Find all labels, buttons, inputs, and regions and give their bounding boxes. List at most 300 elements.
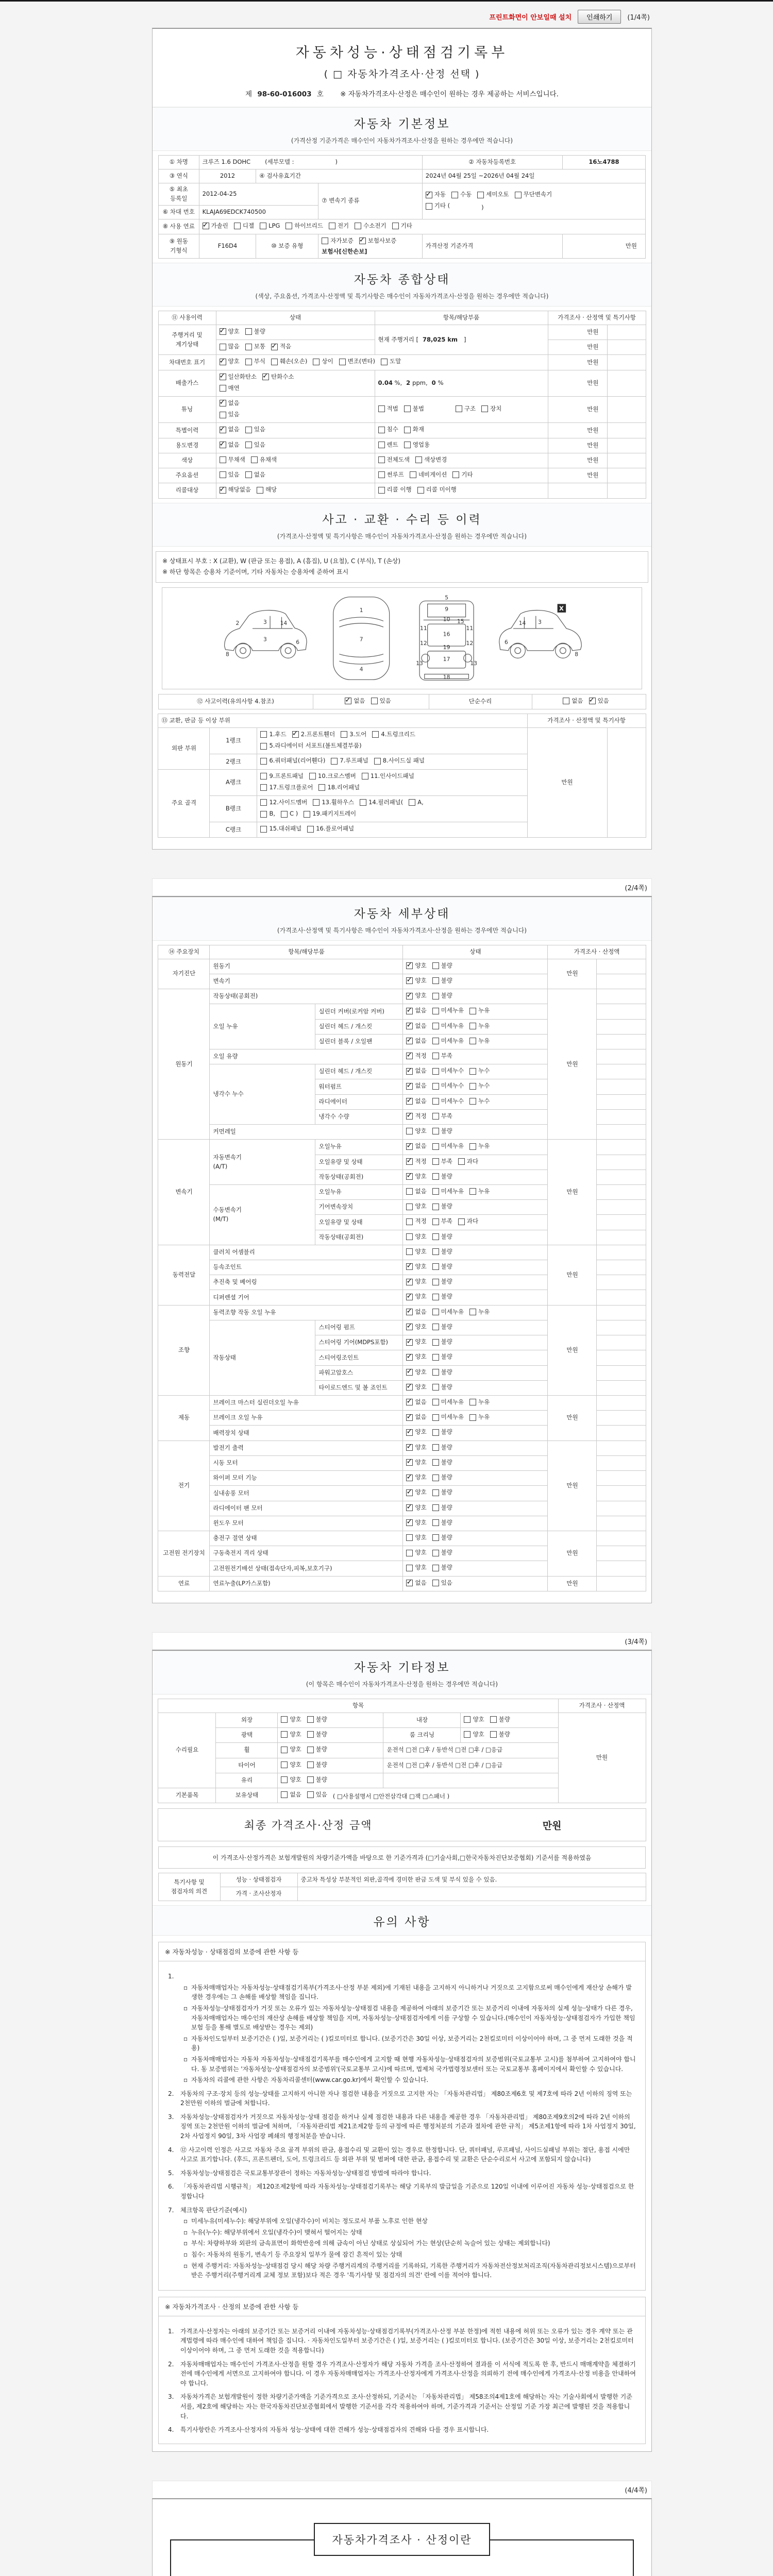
checkbox-unchecked[interactable]: 네비게이션 xyxy=(410,470,447,480)
section-detail-state xyxy=(153,897,651,941)
checkbox-unchecked[interactable]: 도말 xyxy=(381,357,401,366)
cell: 자동변속기 (A/T) xyxy=(210,1140,315,1185)
checkbox-unchecked[interactable]: 7.루프패널 xyxy=(331,756,368,766)
checkbox-unchecked[interactable]: 무채색 xyxy=(220,455,245,465)
notice-item: 5. 자동차성능·상태점검은 국토교통부장관이 정하는 자동차성능·상태점검 방법에 따라야 합니다. xyxy=(168,2169,431,2177)
checkbox-unchecked[interactable]: 미세누수 xyxy=(432,1066,464,1076)
checkbox-checked[interactable]: ✓ 양호 xyxy=(406,1277,426,1286)
checkbox-unchecked[interactable]: 누유 xyxy=(469,1006,490,1015)
checkbox-icon xyxy=(406,1098,413,1105)
checkbox-icon xyxy=(406,1459,413,1466)
svg-text:11: 11 xyxy=(466,624,474,632)
checkbox-checked[interactable]: ✓ 없음 xyxy=(406,1066,426,1076)
section-title: 유의 사항 xyxy=(373,1916,431,1929)
checkbox-icon xyxy=(406,1324,413,1330)
cell xyxy=(403,1320,548,1335)
checkbox-unchecked[interactable]: 변조(변타) xyxy=(339,357,375,366)
cell: 가격조사 · 산정액 및 특기사항 xyxy=(548,311,646,325)
checkbox-icon xyxy=(432,977,439,984)
cell xyxy=(403,1290,548,1305)
checkbox-unchecked[interactable]: 4.트렁크리드 xyxy=(372,730,415,739)
checkbox-unchecked[interactable]: 불량 xyxy=(432,1458,452,1467)
cell: 상태 xyxy=(216,311,375,325)
checkbox-unchecked[interactable]: 불량 xyxy=(432,1473,452,1482)
bullet-icon: ▫ xyxy=(183,2217,188,2225)
checkbox-unchecked[interactable]: 양호 xyxy=(464,1715,484,1724)
checkbox-unchecked[interactable]: 불량 xyxy=(307,1745,327,1754)
checkbox-unchecked[interactable]: 미세누수 xyxy=(432,1081,464,1091)
checkbox-unchecked[interactable]: 불량 xyxy=(432,1232,452,1242)
checkbox-icon xyxy=(220,359,226,365)
checkbox-unchecked[interactable]: 양호 xyxy=(406,1563,426,1572)
checkbox-unchecked[interactable]: 디젤 xyxy=(234,222,254,231)
checkbox-checked[interactable]: ✓ 양호 xyxy=(406,1458,426,1467)
checkbox-unchecked[interactable]: 양호 xyxy=(406,1533,426,1543)
checkbox-unchecked[interactable]: 미세누유 xyxy=(432,1142,464,1151)
checkbox-unchecked[interactable]: 있음 xyxy=(432,1579,452,1588)
cell xyxy=(403,1215,548,1230)
checkbox-checked[interactable]: ✓ 2.프론트휀더 xyxy=(292,730,335,739)
checkbox-unchecked[interactable]: 불량 xyxy=(307,1730,327,1739)
checkbox-unchecked[interactable]: 리콜 미이행 xyxy=(417,485,457,495)
checkbox-unchecked[interactable]: 불량 xyxy=(307,1760,327,1770)
checkbox-unchecked[interactable]: 부식 xyxy=(245,357,265,366)
checkbox-unchecked[interactable]: 5.라디에이터 서포트(볼트체결부품) xyxy=(260,741,361,751)
cell: 단순수리 xyxy=(429,694,532,709)
checkbox-unchecked[interactable]: 리콜 이행 xyxy=(378,485,412,495)
overall-state-table xyxy=(158,311,646,499)
checkbox-unchecked[interactable]: 불량 xyxy=(432,1292,452,1301)
checkbox-unchecked[interactable]: 불량 xyxy=(432,1428,452,1437)
checkbox-unchecked[interactable]: 불량 xyxy=(432,1247,452,1257)
checkbox-checked[interactable]: ✓ 양호 xyxy=(406,1292,426,1301)
checkbox-unchecked[interactable]: 적법 xyxy=(378,404,398,414)
checkbox-unchecked[interactable]: 기타 ( xyxy=(426,201,450,211)
checkbox-checked[interactable]: ✓ 양호 xyxy=(406,1352,426,1362)
checkbox-unchecked[interactable]: 19.패키지트레이 xyxy=(304,809,356,819)
checkbox-unchecked[interactable]: 해당 xyxy=(257,485,277,495)
checkbox-unchecked[interactable]: 불법 xyxy=(404,404,424,414)
checkbox-checked[interactable]: ✓ 양호 xyxy=(406,1428,426,1437)
exchange-marker-icon xyxy=(558,604,566,613)
checkbox-unchecked[interactable]: B, xyxy=(260,809,275,819)
checkbox-icon xyxy=(432,1083,439,1090)
cell: 자기진단 xyxy=(158,959,210,989)
checkbox-unchecked[interactable]: 썬루프 xyxy=(378,470,404,480)
checkbox-unchecked[interactable]: 양호 xyxy=(464,1730,484,1739)
checkbox-unchecked[interactable]: 세미오토 xyxy=(477,190,509,199)
cell: ⑫ 사고이력(유의사항 4.참조) xyxy=(158,694,313,709)
checkbox-unchecked[interactable]: 불량 xyxy=(307,1715,327,1724)
checkbox-unchecked[interactable]: 불량 xyxy=(432,1352,452,1362)
checkbox-unchecked[interactable]: 불량 xyxy=(432,1383,452,1392)
checkbox-unchecked[interactable]: 부족 xyxy=(432,1052,452,1061)
checkbox-unchecked[interactable]: 렌트 xyxy=(378,440,398,450)
checkbox-unchecked[interactable]: 전체도색 xyxy=(378,455,410,465)
checkbox-checked[interactable]: ✓ 양호 xyxy=(406,1518,426,1528)
checkbox-unchecked[interactable]: 없음 xyxy=(406,1187,426,1196)
checkbox-unchecked[interactable]: 미세누유 xyxy=(432,1037,464,1046)
checkbox-icon xyxy=(281,1747,288,1753)
cell: 가격조사 · 산정액 및 특기사항 xyxy=(527,714,646,727)
checkbox-unchecked[interactable]: 기타 xyxy=(392,222,412,231)
cell: 항목 xyxy=(158,1699,558,1713)
checkbox-unchecked[interactable]: 13.휠하우스 xyxy=(313,798,354,807)
checkbox-unchecked[interactable]: 8.사이드실 패널 xyxy=(374,756,425,766)
checkbox-unchecked[interactable]: 없음 xyxy=(563,697,583,706)
checkbox-checked[interactable]: ✓ 양호 xyxy=(220,327,240,336)
cell xyxy=(597,1019,646,1034)
checkbox-unchecked[interactable]: 미세누수 xyxy=(432,1097,464,1106)
cell: 작동상태 xyxy=(210,1320,315,1395)
checkbox-unchecked[interactable]: 14.필러패널( xyxy=(360,798,403,807)
cell xyxy=(597,1155,646,1170)
notice-sub-item: ▫ 누유(누수): 해당부위에서 오일(냉각수)이 맺혀서 떨어지는 상태 xyxy=(183,2228,636,2238)
checkbox-unchecked[interactable]: 수소전기 xyxy=(355,222,386,231)
cell xyxy=(403,974,548,989)
doc-number-note: ※ 자동차가격조사·산정은 매수인이 원하는 경우 제공하는 서비스입니다. xyxy=(340,90,559,98)
checkbox-unchecked[interactable]: 양호 xyxy=(406,1247,426,1257)
checkbox-unchecked[interactable]: 있음 xyxy=(245,440,265,450)
checkbox-checked[interactable]: ✓ 없음 xyxy=(220,440,240,450)
checkbox-unchecked[interactable]: A, xyxy=(409,798,424,807)
checkbox-icon xyxy=(432,1369,439,1376)
cell: 변속기 xyxy=(158,1140,210,1245)
checkbox-unchecked[interactable]: 양호 xyxy=(281,1745,301,1754)
cell xyxy=(607,355,646,370)
checkbox-unchecked[interactable]: 불량 xyxy=(432,1262,452,1272)
notice-a-body xyxy=(158,1961,646,2291)
section-basic-info xyxy=(153,107,651,151)
checkbox-unchecked[interactable]: 불량 xyxy=(432,1488,452,1497)
checkbox-checked[interactable]: ✓ 없음 xyxy=(406,1081,426,1091)
checkbox-checked[interactable]: ✓ 양호 xyxy=(406,1323,426,1332)
checkbox-unchecked[interactable]: 양호 xyxy=(281,1730,301,1739)
checkbox-checked[interactable]: ✓ 없음 xyxy=(406,1579,426,1588)
checkbox-unchecked[interactable]: 양호 xyxy=(406,1232,426,1242)
checkbox-unchecked[interactable]: 화재 xyxy=(404,425,424,434)
checkbox-icon xyxy=(589,698,596,704)
checkbox-unchecked[interactable]: 장치 xyxy=(481,404,501,414)
checkbox-unchecked[interactable]: 있음 xyxy=(220,470,240,480)
checkbox-checked[interactable]: ✓ 양호 xyxy=(220,357,240,366)
checkbox-unchecked[interactable]: 1.후드 xyxy=(260,730,286,739)
checkbox-unchecked[interactable]: 많음 xyxy=(220,342,240,351)
checkbox-icon xyxy=(432,1158,439,1165)
cell xyxy=(597,1034,646,1049)
checkbox-icon xyxy=(378,456,385,463)
checkbox-icon xyxy=(406,977,413,984)
cell: 실린더 커버(로커암 커버) xyxy=(315,1004,403,1019)
checkbox-unchecked[interactable]: 15.대쉬패널 xyxy=(260,824,301,834)
doc-subtitle: ( □ 자동차가격조사·산정 선택 ) xyxy=(324,69,480,80)
checkbox-unchecked[interactable]: 누유 xyxy=(469,1308,490,1317)
checkbox-unchecked[interactable]: 9.프론트패널 xyxy=(260,772,304,781)
checkbox-checked[interactable]: ✓ 적음 xyxy=(271,342,291,351)
checkbox-icon xyxy=(406,1113,413,1120)
checkbox-unchecked[interactable]: 불량 xyxy=(432,1518,452,1528)
checkbox-unchecked[interactable]: 불량 xyxy=(490,1715,510,1724)
checkbox-unchecked[interactable]: 없음 xyxy=(281,1790,301,1800)
checkbox-unchecked[interactable]: 무단변속기 xyxy=(515,190,552,199)
checkbox-unchecked[interactable]: 기타 xyxy=(452,470,473,480)
checkbox-checked[interactable]: ✓ 없음 xyxy=(406,1006,426,1015)
checkbox-checked[interactable]: ✓ 없음 xyxy=(406,1037,426,1046)
checkbox-unchecked[interactable]: 훼손(오손) xyxy=(271,357,307,366)
checkbox-unchecked[interactable]: 양호 xyxy=(281,1760,301,1770)
checkbox-checked[interactable]: ✓ 적정 xyxy=(406,1112,426,1121)
svg-text:12: 12 xyxy=(420,639,427,647)
checkbox-unchecked[interactable]: 10.크로스멤버 xyxy=(309,772,356,781)
cell: 상태 xyxy=(403,945,548,959)
checkbox-unchecked[interactable]: 양호 xyxy=(281,1715,301,1724)
checkbox-unchecked[interactable]: 누유 xyxy=(469,1037,490,1046)
checkbox-checked[interactable]: ✓ 적정 xyxy=(406,1157,426,1166)
print-install-hint[interactable]: 프린트화면이 안보일때 설치 xyxy=(489,14,572,22)
checkbox-unchecked[interactable]: 구조 xyxy=(456,404,476,414)
checkbox-unchecked[interactable]: 불량 xyxy=(307,1775,327,1785)
checkbox-checked[interactable]: ✓ 없음 xyxy=(406,1097,426,1106)
checkbox-unchecked[interactable]: 누유 xyxy=(469,1142,490,1151)
checkbox-unchecked[interactable]: 불량 xyxy=(432,1202,452,1211)
checkbox-icon xyxy=(481,405,488,412)
checkbox-unchecked[interactable]: 매연 xyxy=(220,384,240,393)
checkbox-icon xyxy=(432,962,439,969)
checkbox-unchecked[interactable]: 불량 xyxy=(432,1277,452,1286)
checkbox-icon xyxy=(339,359,346,365)
checkbox-unchecked[interactable]: 불량 xyxy=(432,1443,452,1452)
checkbox-checked[interactable]: ✓ 양호 xyxy=(406,991,426,1001)
checkbox-checked[interactable]: ✓ 자동 xyxy=(426,190,446,199)
checkbox-unchecked[interactable]: 없음 xyxy=(245,470,265,480)
checkbox-unchecked[interactable]: 3.도어 xyxy=(341,730,366,739)
checkbox-unchecked[interactable]: 불량 xyxy=(432,991,452,1001)
cell xyxy=(375,453,548,468)
cell: 작동상태(공회전) xyxy=(315,1230,403,1245)
checkbox-unchecked[interactable]: 불량 xyxy=(432,1337,452,1347)
checkbox-checked[interactable]: ✓ 가솔린 xyxy=(203,222,228,231)
checkbox-unchecked[interactable]: 과다 xyxy=(458,1157,478,1166)
inspector-opinion-table xyxy=(158,1873,646,1901)
checkbox-checked[interactable]: ✓ 없음 xyxy=(345,697,365,706)
checkbox-unchecked[interactable]: 수동 xyxy=(451,190,472,199)
checkbox-unchecked[interactable]: 누수 xyxy=(469,1081,490,1091)
checkbox-unchecked[interactable]: 불량 xyxy=(432,1368,452,1377)
cell: 색상 xyxy=(158,453,216,468)
checkbox-unchecked[interactable]: 미세누유 xyxy=(432,1187,464,1196)
checkbox-checked[interactable]: ✓ 양호 xyxy=(406,1488,426,1497)
checkbox-checked[interactable]: ✓ 없음 xyxy=(220,399,240,408)
checkbox-checked[interactable]: ✓ 없음 xyxy=(406,1308,426,1317)
checkbox-unchecked[interactable]: 16.플로어패널 xyxy=(307,824,354,834)
checkbox-icon xyxy=(307,1776,314,1783)
page-marker-3: (3/4쪽) xyxy=(625,1638,647,1646)
checkbox-unchecked[interactable]: 색상변경 xyxy=(415,455,447,465)
svg-text:7: 7 xyxy=(359,635,363,642)
checkbox-checked[interactable]: ✓ 양호 xyxy=(406,1473,426,1482)
checkbox-unchecked[interactable]: 침수 xyxy=(378,425,398,434)
checkbox-icon xyxy=(220,471,226,478)
checkbox-icon xyxy=(432,1475,439,1481)
checkbox-unchecked[interactable]: 부족 xyxy=(432,1157,452,1166)
checkbox-icon xyxy=(245,328,252,335)
checkbox-unchecked[interactable]: 부족 xyxy=(432,1112,452,1121)
cell xyxy=(597,1049,646,1064)
checkbox-unchecked[interactable]: 누유 xyxy=(469,1413,490,1422)
checkbox-checked[interactable]: ✓ 해당없음 xyxy=(220,485,251,495)
checkbox-unchecked[interactable]: 12.사이드멤버 xyxy=(260,798,307,807)
checkbox-checked[interactable]: ✓ 보험사보증 xyxy=(359,236,397,246)
checkbox-unchecked[interactable]: 불량 xyxy=(432,1533,452,1543)
checkbox-unchecked[interactable]: 불량 xyxy=(432,961,452,971)
checkbox-unchecked[interactable]: 전기 xyxy=(329,222,349,231)
cell: 만원 xyxy=(548,453,607,468)
checkbox-unchecked[interactable]: 6.쿼터패널(리어휀다) xyxy=(260,756,325,766)
checkbox-unchecked[interactable]: 양호 xyxy=(281,1775,301,1785)
checkbox-unchecked[interactable]: 있음 xyxy=(245,425,265,434)
checkbox-unchecked[interactable]: 자가보증 xyxy=(322,236,353,246)
checkbox-checked[interactable]: ✓ 없음 xyxy=(406,1022,426,1031)
cell xyxy=(403,1184,548,1199)
checkbox-icon xyxy=(469,1068,476,1075)
checkbox-unchecked[interactable]: 미세누유 xyxy=(432,1022,464,1031)
checkbox-unchecked[interactable]: 18.리어패널 xyxy=(318,783,360,792)
checkbox-unchecked[interactable]: 불량 xyxy=(432,1548,452,1557)
checkbox-unchecked[interactable]: 부족 xyxy=(432,1217,452,1226)
cell xyxy=(403,1411,548,1426)
section-accident-history xyxy=(153,503,651,547)
checkbox-checked[interactable]: ✓ 양호 xyxy=(406,961,426,971)
checkbox-unchecked[interactable]: 보통 xyxy=(245,342,265,351)
cell: 보유상태 xyxy=(216,1788,278,1803)
checkbox-unchecked[interactable]: 불량 xyxy=(432,1127,452,1136)
checkbox-unchecked[interactable]: 있음 xyxy=(220,410,240,419)
cell: A랭크 xyxy=(210,769,257,795)
checkbox-checked[interactable]: ✓ 탄화수소 xyxy=(262,372,294,382)
checkbox-checked[interactable]: ✓ 양호 xyxy=(406,1383,426,1392)
checkbox-icon xyxy=(345,698,351,704)
checkbox-icon xyxy=(406,1188,413,1195)
checkbox-checked[interactable]: ✓ 양호 xyxy=(406,1262,426,1272)
checkbox-icon xyxy=(406,1414,413,1421)
checkbox-icon xyxy=(341,731,347,738)
legend-line-1: ※ 상태표시 부호 : X (교환), W (판금 또는 용접), A (흠집), U (요철), C (부식), T (손상) xyxy=(162,557,401,565)
checkbox-unchecked[interactable]: 불량 xyxy=(432,1323,452,1332)
checkbox-unchecked[interactable]: 불량 xyxy=(490,1730,510,1739)
checkbox-unchecked[interactable]: 17.트렁크플로어 xyxy=(260,783,313,792)
cell: 오일유량 및 상태 xyxy=(315,1155,403,1170)
checkbox-unchecked[interactable]: 있음 xyxy=(371,697,391,706)
checkbox-unchecked[interactable]: 불량 xyxy=(432,1172,452,1181)
checkbox-unchecked[interactable]: 적정 xyxy=(406,1217,426,1226)
svg-text:17: 17 xyxy=(443,655,450,663)
checkbox-checked[interactable]: ✓ 양호 xyxy=(406,976,426,986)
checkbox-unchecked[interactable]: 불량 xyxy=(432,1503,452,1513)
cell xyxy=(597,1396,646,1411)
checkbox-unchecked[interactable]: 있음 xyxy=(307,1790,327,1800)
checkbox-icon xyxy=(464,1716,470,1723)
checkbox-checked[interactable]: ✓ 양호 xyxy=(406,1368,426,1377)
checkbox-unchecked[interactable]: 양호 xyxy=(406,1127,426,1136)
cell: 오일유량 및 상태 xyxy=(315,1215,403,1230)
checkbox-unchecked[interactable]: 상이 xyxy=(313,357,333,366)
checkbox-checked[interactable]: ✓ 없음 xyxy=(220,425,240,434)
checkbox-icon xyxy=(426,203,432,210)
checkbox-icon xyxy=(381,359,388,365)
checkbox-checked[interactable]: ✓ 있음 xyxy=(589,697,609,706)
checkbox-checked[interactable]: ✓ 일산화탄소 xyxy=(220,372,257,382)
checkbox-unchecked[interactable]: 누수 xyxy=(469,1097,490,1106)
cell xyxy=(257,769,527,795)
checkbox-unchecked[interactable]: 미세누유 xyxy=(432,1308,464,1317)
checkbox-checked[interactable]: ✓ 적정 xyxy=(406,1052,426,1061)
checkbox-unchecked[interactable]: 양호 xyxy=(406,1202,426,1211)
checkbox-icon xyxy=(432,1233,439,1240)
cell xyxy=(607,453,646,468)
cell xyxy=(257,822,527,837)
checkbox-unchecked[interactable]: 누유 xyxy=(469,1398,490,1407)
checkbox-icon xyxy=(307,1731,314,1738)
cell xyxy=(403,1064,548,1079)
checkbox-icon xyxy=(260,773,267,779)
base-price: 만원 xyxy=(562,234,645,258)
notice-sub-item: ▫ 부식: 차량하부와 외판의 금속표면이 화학반응에 의해 금속이 아닌 상태로 상실되어 가는 현상(단순히 녹슬어 있는 상태는 제외합니다) xyxy=(183,2239,636,2248)
checkbox-icon xyxy=(406,1339,413,1346)
print-button[interactable]: 인쇄하기 xyxy=(578,10,621,24)
checkbox-unchecked[interactable]: 양호 xyxy=(406,1548,426,1557)
checkbox-unchecked[interactable]: 누수 xyxy=(469,1066,490,1076)
transmission-type: ✓ 자동 수동 세미오토 무단변속기 기타 ( ) xyxy=(422,183,645,219)
checkbox-icon xyxy=(260,731,267,738)
checkbox-unchecked[interactable]: 누유 xyxy=(469,1187,490,1196)
checkbox-checked[interactable]: ✓ 양호 xyxy=(406,1443,426,1452)
checkbox-unchecked[interactable]: 불량 xyxy=(245,327,265,336)
checkbox-unchecked[interactable]: 불량 xyxy=(432,976,452,986)
side-view-left xyxy=(225,610,307,658)
checkbox-unchecked[interactable]: 11.인사이드패널 xyxy=(362,772,414,781)
cell: 등속조인트 xyxy=(210,1260,403,1275)
checkbox-unchecked[interactable]: 미세누유 xyxy=(432,1398,464,1407)
cell: 1랭크 xyxy=(210,727,257,754)
checkbox-checked[interactable]: ✓ 양호 xyxy=(406,1172,426,1181)
checkbox-icon xyxy=(307,1761,314,1768)
checkbox-checked[interactable]: ✓ 없음 xyxy=(406,1413,426,1422)
checkbox-unchecked[interactable]: 영업용 xyxy=(404,440,430,450)
checkbox-unchecked[interactable]: 미세누유 xyxy=(432,1413,464,1422)
checkbox-unchecked[interactable]: 과다 xyxy=(458,1217,478,1226)
checkbox-checked[interactable]: ✓ 없음 xyxy=(406,1398,426,1407)
checkbox-unchecked[interactable]: 미세누유 xyxy=(432,1006,464,1015)
bullet-icon: ▫ xyxy=(183,2240,188,2247)
checkbox-checked[interactable]: ✓ 양호 xyxy=(406,1337,426,1347)
checkbox-checked[interactable]: ✓ 양호 xyxy=(406,1503,426,1513)
cell: 윈도우 모터 xyxy=(210,1516,403,1531)
checkbox-unchecked[interactable]: 하이브리드 xyxy=(285,222,323,231)
checkbox-icon xyxy=(406,1475,413,1481)
cell xyxy=(403,1049,548,1064)
checkbox-unchecked[interactable]: 불량 xyxy=(432,1563,452,1572)
checkbox-unchecked[interactable]: C ) xyxy=(281,809,298,819)
checkbox-unchecked[interactable]: LPG xyxy=(260,222,280,231)
checkbox-icon xyxy=(469,1023,476,1029)
checkbox-checked[interactable]: ✓ 없음 xyxy=(406,1142,426,1151)
car-name: 크루즈 1.6 DOHC (세부모델 : ) xyxy=(199,156,422,170)
checkbox-unchecked[interactable]: 누유 xyxy=(469,1022,490,1031)
checkbox-unchecked[interactable]: 유채색 xyxy=(251,455,277,465)
section-title: 자동차 세부상태 xyxy=(354,907,450,921)
page-1 xyxy=(152,28,652,850)
cell xyxy=(216,423,375,438)
